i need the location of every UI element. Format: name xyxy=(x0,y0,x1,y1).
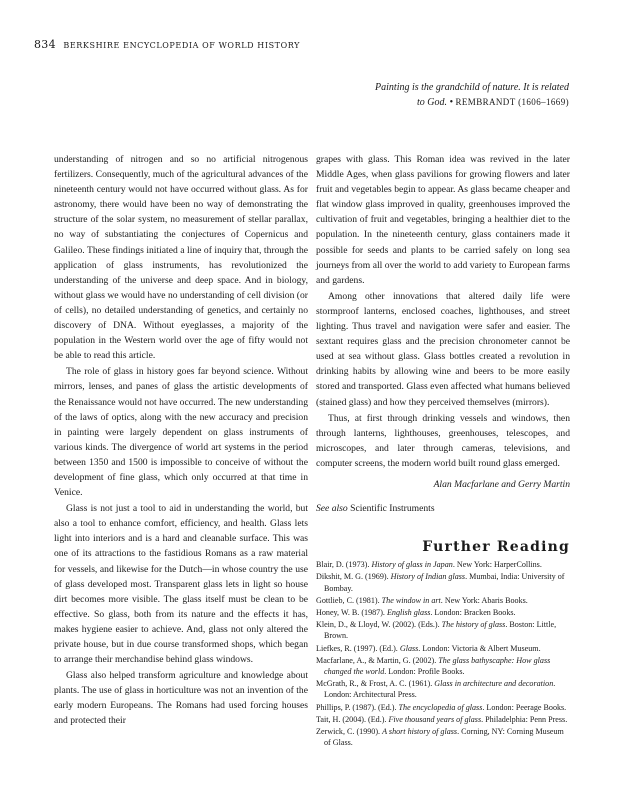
reference-authors: Klein, D., & Lloyd, W. (2002). (Eds.). xyxy=(316,620,442,630)
reference-publisher: . London: Bracken Books. xyxy=(430,608,516,618)
right-column xyxy=(316,152,570,749)
reference-authors: Blair, D. (1973). xyxy=(316,560,372,570)
reference-authors: Liefkes, R. (1997). (Ed.). xyxy=(316,643,400,653)
reference-authors: Phillips, P. (1987). (Ed.). xyxy=(316,702,399,712)
epigraph-attribution: REMBRANDT (1606–1669) xyxy=(455,97,569,107)
right-paragraph-2: Among other innovations that altered daily life were stormproof lanterns, enclosed coaches, lighthouses, and street lighting. Thus travel and navigation were safer and easier. The sextant requires glass and the precision chronometer cannot be used at sea without glass. Glass bottles created a revolution in drinking habits by allowing wine and beers to be more easily stored and transported. Glass even affected what humans believed (stained glass) and how they perceived themselves (mirrors). xyxy=(316,290,570,408)
reference-title: History of Indian glass xyxy=(390,572,466,582)
reference-item xyxy=(316,571,570,593)
book-title: BERKSHIRE ENCYCLOPEDIA OF WORLD HISTORY xyxy=(63,41,301,50)
epigraph-line-2 xyxy=(309,95,569,110)
see-also-label: See also xyxy=(316,503,348,515)
reference-authors: Tait, H. (2004). (Ed.). xyxy=(316,714,389,724)
left-paragraph-2: The role of glass in history goes far beyond science. Without mirrors, lenses, and panes of glass the artistic developments of the Renaissance would not have occurred. The new understanding of the laws of optics, along with the new accuracy and precision in painting were largely dependent on glass instruments of various kinds. The divergence of world art systems in the period between 1350 and 1500 is impossible to conceive of without the development of fine glass, which only occurred at that time in Venice. xyxy=(54,366,308,499)
see-also xyxy=(316,501,570,516)
epigraph xyxy=(309,80,569,110)
left-paragraph-3: Glass is not just a tool to aid in understanding the world, but also a tool to enhance comfort, efficiency, and health. Glass lets light into interiors and is a hard and cleanable surface. This was one of its attractions to the fastidious Romans as a raw material for vessels, and likewise for the Dutch—in whose country the use of glass developed most. Transparent glass lets in light so house dirt becomes more visible. The glass itself must be clean to be effective. So glass, both from its nature and the effects it has, makes hygiene easier to achieve. And, glass not only altered the private house, but in due course transformed shops, which began to arrange their merchandise behind glass windows. xyxy=(54,503,308,666)
reference-item xyxy=(316,607,570,618)
epigraph-bullet: • xyxy=(449,97,453,108)
reference-publisher: . London: Victoria & Albert Museum. xyxy=(418,643,541,653)
reference-publisher: . New York: Abaris Books. xyxy=(440,595,528,605)
reference-authors: Gottlieb, C. (1981). xyxy=(316,595,382,605)
right-paragraph-1: grapes with glass. This Roman idea was revived in the later Middle Ages, when glass pavilions for growing flowers and later fruit and vegetables begin to appear. As glass became cheaper and flat window glass improved in quality, greenhouses improved the cultivation of fruit and vegetables, bringing a healthier diet to the population. In the nineteenth century, glass containers made it possible for seeds and plants to be carried safely on long sea journeys from all over the world to add variety to European farms and gardens. xyxy=(316,154,570,286)
reference-item xyxy=(316,595,570,606)
reference-title: The history of glass xyxy=(441,620,506,630)
reference-item xyxy=(316,714,570,725)
running-head xyxy=(34,38,300,51)
left-paragraph-4: Glass also helped transform agriculture and knowledge about plants. The use of glass in horticulture was not an invention of the early modern Europeans. The Romans had used forcing houses and protected their xyxy=(54,670,308,727)
reference-item xyxy=(316,559,570,570)
reference-authors: Dikshit, M. G. (1969). xyxy=(316,572,391,582)
reference-item xyxy=(316,619,570,641)
left-paragraph-1: understanding of nitrogen and so no artificial nitrogenous fertilizers. Consequently, much of the agricultural advances of the nineteenth century would not have occurred without glass. As for astronomy, there would have been no way of demonstrating the structure of the solar system, no measurement of stellar parallax, no way of substantiating the conjectures of Copernicus and Galileo. These findings initiated a line of inquiry that, through the application of glass instruments, has revolutionized the understanding of the universe and deep space. And in biology, without glass we would have no understanding of cell division (or of cells), no detailed understanding of genetics, and certainly no discovery of DNA. Without eyeglasses, a majority of the population in the Western world over the age of fifty would not be able to read this article. xyxy=(54,154,308,362)
reference-authors: Honey, W. B. (1987). xyxy=(316,608,387,618)
reference-title: Glass in architecture and decoration xyxy=(434,679,554,689)
reference-publisher: . Corning, NY: Corning Museum of Glass. xyxy=(324,727,564,748)
reference-item xyxy=(316,726,570,748)
reference-publisher: . Mumbai, India: University of Bombay. xyxy=(324,572,565,593)
reference-title: A short history of glass xyxy=(382,727,458,737)
reference-title: The encyclopedia of glass xyxy=(398,702,483,712)
right-paragraph-3: Thus, at first through drinking vessels and windows, then through lanterns, lighthouses, greenhouses, telescopes, and microscopes, and later through cameras, televisions, and computer screens, the modern world built round glass emerged. xyxy=(316,412,570,469)
epigraph-line-1: Painting is the grandchild of nature. It is related xyxy=(375,82,569,93)
reference-item xyxy=(316,643,570,654)
page-number: 834 xyxy=(34,38,56,51)
see-also-link[interactable]: Scientific Instruments xyxy=(350,503,435,515)
reference-publisher: . London: Profile Books. xyxy=(384,667,465,677)
epigraph-quote-end: to God. xyxy=(416,97,447,108)
article-authors: Alan Macfarlane and Gerry Martin xyxy=(433,478,570,490)
reference-item xyxy=(316,655,570,677)
reference-item xyxy=(316,678,570,700)
reference-title: The glass bathyscaphe: How glass changed the world xyxy=(324,655,551,677)
reference-publisher: . London: Architectural Press. xyxy=(324,679,556,700)
reference-item xyxy=(316,702,570,713)
further-reading-title: Further Reading xyxy=(422,539,570,556)
reference-publisher: . London: Peerage Books. xyxy=(482,702,567,712)
reference-publisher: . Boston: Little, Brown. xyxy=(324,620,557,641)
reference-title: English glass xyxy=(386,608,431,618)
reference-authors: Macfarlane, A., & Martin, G. (2002). xyxy=(316,655,439,665)
reference-title: Glass xyxy=(399,643,419,653)
left-column xyxy=(54,152,308,729)
further-reading-list xyxy=(316,559,570,748)
reference-title: History of glass in Japan xyxy=(371,560,453,570)
reference-title: Five thousand years of glass xyxy=(388,714,482,724)
reference-authors: Zerwick, C. (1990). xyxy=(316,727,383,737)
reference-authors: McGrath, R., & Frost, A. C. (1961). xyxy=(316,679,435,689)
reference-title: The window in art xyxy=(381,595,441,605)
reference-publisher: . New York: HarperCollins. xyxy=(452,560,542,570)
reference-publisher: . Philadelphia: Penn Press. xyxy=(481,714,568,724)
